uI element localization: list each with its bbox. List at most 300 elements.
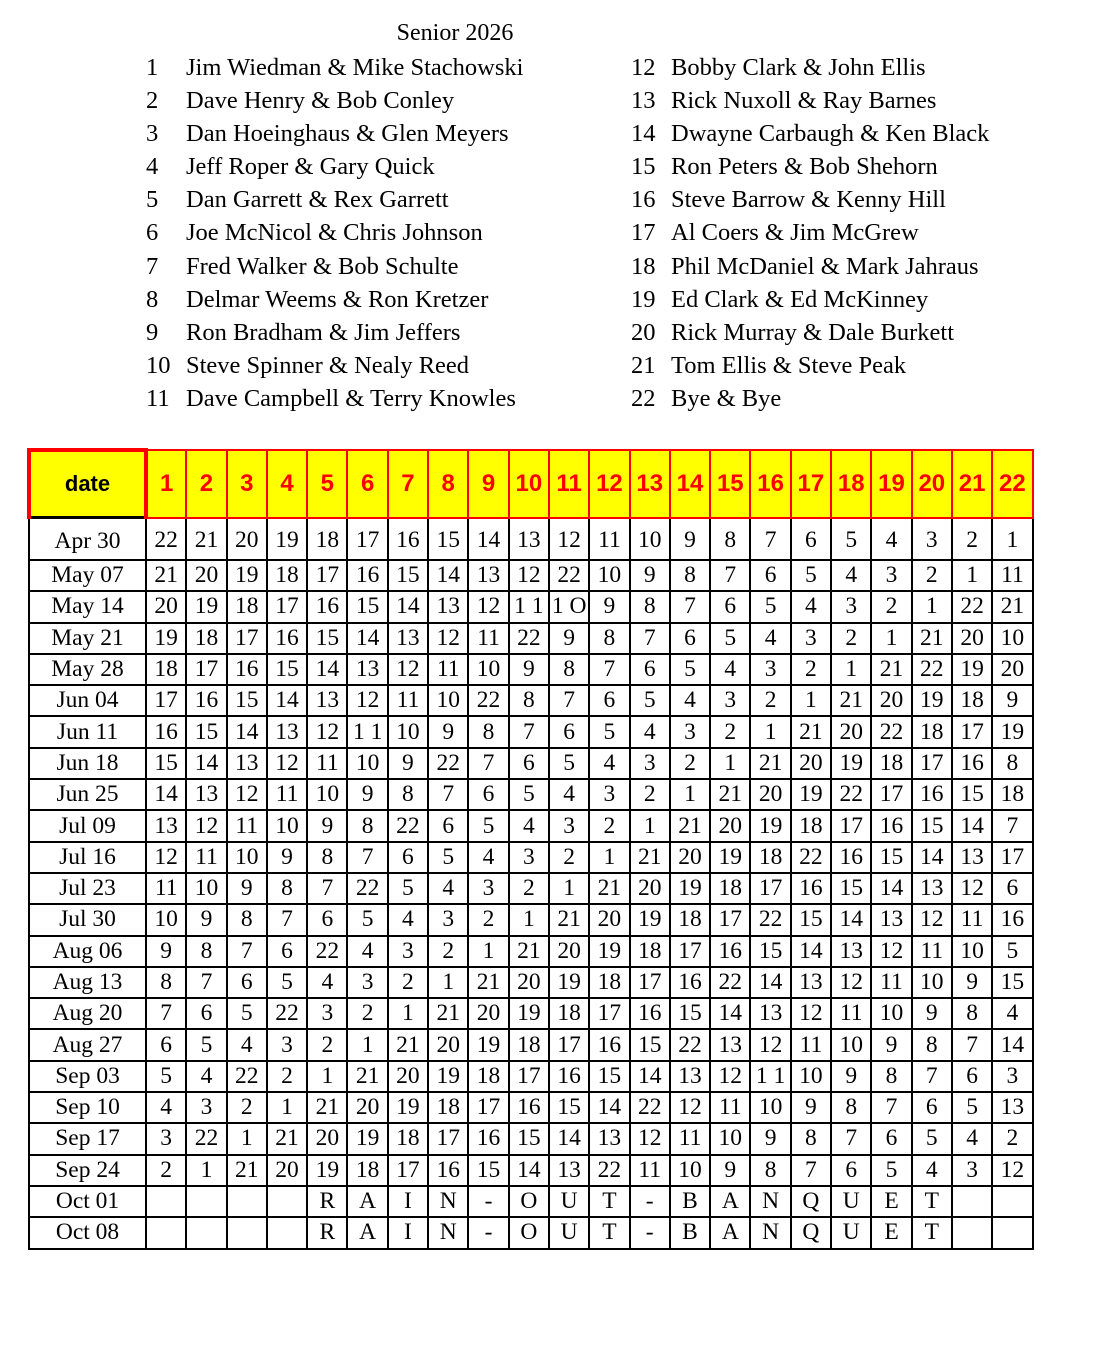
opponent-cell: 3	[509, 842, 549, 873]
opponent-cell: 14	[549, 1123, 589, 1154]
opponent-cell: 22	[630, 1092, 670, 1123]
opponent-cell: 22	[952, 591, 992, 622]
opponent-cell: 18	[589, 967, 629, 998]
opponent-cell: 14	[468, 518, 508, 561]
opponent-cell: 1	[750, 716, 790, 747]
opponent-cell: 11	[952, 904, 992, 935]
opponent-cell: 13	[468, 560, 508, 591]
opponent-cell: 4	[509, 810, 549, 841]
opponent-cell: 17	[992, 842, 1032, 873]
opponent-cell: I	[388, 1186, 428, 1217]
opponent-cell: 6	[912, 1092, 952, 1123]
opponent-cell: 17	[549, 1029, 589, 1060]
schedule-row	[29, 1092, 1033, 1123]
opponent-cell: 1	[468, 936, 508, 967]
team-number: 9	[146, 318, 159, 346]
opponent-cell: 8	[630, 591, 670, 622]
date-cell: Aug 20	[29, 998, 146, 1029]
opponent-cell: 19	[227, 560, 267, 591]
opponent-cell: 2	[589, 810, 629, 841]
team-column-header: 15	[710, 450, 750, 518]
opponent-cell: 10	[630, 518, 670, 561]
opponent-cell: 19	[912, 685, 952, 716]
schedule-row	[29, 779, 1033, 810]
opponent-cell: 1	[912, 591, 952, 622]
date-cell: Jun 18	[29, 748, 146, 779]
opponent-cell: 21	[912, 623, 952, 654]
opponent-cell: 4	[791, 591, 831, 622]
opponent-cell: 10	[831, 1029, 871, 1060]
opponent-cell: 17	[509, 1061, 549, 1092]
opponent-cell: 16	[912, 779, 952, 810]
team-entry	[146, 216, 616, 249]
team-entry	[631, 117, 1091, 150]
opponent-cell: 3	[750, 654, 790, 685]
opponent-cell: 2	[549, 842, 589, 873]
team-column-header: 10	[509, 450, 549, 518]
opponent-cell: 15	[670, 998, 710, 1029]
date-cell: Sep 03	[29, 1061, 146, 1092]
team-column-header: 12	[589, 450, 629, 518]
opponent-cell: 3	[952, 1155, 992, 1186]
schedule-row	[29, 748, 1033, 779]
opponent-cell: 17	[589, 998, 629, 1029]
opponent-cell: 17	[871, 779, 911, 810]
opponent-cell: 20	[549, 936, 589, 967]
opponent-cell: 16	[952, 748, 992, 779]
opponent-cell: 12	[630, 1123, 670, 1154]
opponent-cell: 2	[670, 748, 710, 779]
team-names: Ron Peters & Bob Shehorn	[671, 153, 938, 181]
opponent-cell: 17	[186, 654, 226, 685]
opponent-cell: 11	[468, 623, 508, 654]
opponent-cell: 7	[831, 1123, 871, 1154]
opponent-cell: 13	[428, 591, 468, 622]
team-column-header: 11	[549, 450, 589, 518]
opponent-cell: 2	[227, 1092, 267, 1123]
team-column-header: 4	[267, 450, 307, 518]
opponent-cell: 3	[912, 518, 952, 561]
opponent-cell: U	[549, 1217, 589, 1248]
team-entry	[631, 183, 1091, 216]
opponent-cell: 19	[992, 716, 1032, 747]
opponent-cell: 4	[549, 779, 589, 810]
opponent-cell: 12	[912, 904, 952, 935]
opponent-cell: 16	[388, 518, 428, 561]
opponent-cell: 22	[549, 560, 589, 591]
opponent-cell: 4	[871, 518, 911, 561]
opponent-cell: 19	[831, 748, 871, 779]
opponent-cell: 15	[791, 904, 831, 935]
opponent-cell: 2	[871, 591, 911, 622]
opponent-cell: 18	[549, 998, 589, 1029]
team-number: 5	[146, 186, 159, 214]
opponent-cell: 5	[791, 560, 831, 591]
opponent-cell: 1	[509, 904, 549, 935]
opponent-cell: 3	[388, 936, 428, 967]
opponent-cell	[267, 1217, 307, 1248]
opponent-cell: 7	[952, 1029, 992, 1060]
opponent-cell: 18	[428, 1092, 468, 1123]
opponent-cell: 2	[791, 654, 831, 685]
opponent-cell: 13	[750, 998, 790, 1029]
opponent-cell: 10	[670, 1155, 710, 1186]
opponent-cell: 14	[992, 1029, 1032, 1060]
date-cell: May 07	[29, 560, 146, 591]
opponent-cell: 21	[509, 936, 549, 967]
opponent-cell: 2	[509, 873, 549, 904]
opponent-cell: 18	[750, 842, 790, 873]
opponent-cell: 1	[549, 873, 589, 904]
opponent-cell: 12	[952, 873, 992, 904]
opponent-cell: 12	[992, 1155, 1032, 1186]
opponent-cell: 18	[267, 560, 307, 591]
opponent-cell: 18	[992, 779, 1032, 810]
opponent-cell: 15	[388, 560, 428, 591]
schedule-row	[29, 810, 1033, 841]
opponent-cell: 4	[710, 654, 750, 685]
opponent-cell: 7	[750, 518, 790, 561]
opponent-cell: 18	[952, 685, 992, 716]
team-entry	[146, 51, 616, 84]
opponent-cell: 19	[750, 810, 790, 841]
opponent-cell: 9	[388, 748, 428, 779]
opponent-cell: 1	[589, 842, 629, 873]
opponent-cell: 20	[227, 518, 267, 561]
opponent-cell: 3	[831, 591, 871, 622]
opponent-cell: 1	[630, 810, 670, 841]
opponent-cell: 20	[347, 1092, 387, 1123]
team-entry	[146, 250, 616, 283]
opponent-cell: 10	[912, 967, 952, 998]
opponent-cell: 17	[307, 560, 347, 591]
schedule-table	[27, 448, 1034, 1250]
opponent-cell: 1	[710, 748, 750, 779]
opponent-cell: 8	[307, 842, 347, 873]
opponent-cell: 1	[791, 685, 831, 716]
opponent-cell: 16	[871, 810, 911, 841]
opponent-cell	[227, 1186, 267, 1217]
team-entry	[631, 283, 1091, 316]
opponent-cell: 17	[146, 685, 186, 716]
opponent-cell: 11	[186, 842, 226, 873]
opponent-cell: 9	[227, 873, 267, 904]
opponent-cell: -	[468, 1186, 508, 1217]
opponent-cell: 22	[750, 904, 790, 935]
opponent-cell: 22	[791, 842, 831, 873]
opponent-cell: 18	[388, 1123, 428, 1154]
opponent-cell: 2	[307, 1029, 347, 1060]
opponent-cell: 18	[468, 1061, 508, 1092]
opponent-cell: 1	[186, 1155, 226, 1186]
opponent-cell: 14	[509, 1155, 549, 1186]
opponent-cell: 5	[912, 1123, 952, 1154]
opponent-cell: 21	[750, 748, 790, 779]
opponent-cell: 12	[549, 518, 589, 561]
team-entry	[146, 150, 616, 183]
team-number: 1	[146, 54, 159, 81]
schedule-row	[29, 1217, 1033, 1248]
opponent-cell: 18	[509, 1029, 549, 1060]
opponent-cell: 16	[307, 591, 347, 622]
opponent-cell: 3	[992, 1061, 1032, 1092]
opponent-cell: 6	[509, 748, 549, 779]
opponent-cell: E	[871, 1186, 911, 1217]
opponent-cell: 5	[428, 842, 468, 873]
opponent-cell: 18	[670, 904, 710, 935]
opponent-cell: 9	[952, 967, 992, 998]
opponent-cell: 15	[146, 748, 186, 779]
opponent-cell: 11	[388, 685, 428, 716]
opponent-cell: 12	[468, 591, 508, 622]
opponent-cell: 7	[347, 842, 387, 873]
opponent-cell: 20	[509, 967, 549, 998]
team-column-header: 22	[992, 450, 1032, 518]
team-names: Rick Nuxoll & Ray Barnes	[671, 87, 937, 115]
opponent-cell: 12	[791, 998, 831, 1029]
team-number: 22	[631, 384, 656, 412]
date-cell: May 21	[29, 623, 146, 654]
opponent-cell: 16	[630, 998, 670, 1029]
opponent-cell: 18	[912, 716, 952, 747]
opponent-cell: 12	[670, 1092, 710, 1123]
opponent-cell: 3	[468, 873, 508, 904]
schedule-row	[29, 716, 1033, 747]
team-number: 16	[631, 186, 656, 214]
opponent-cell: 17	[630, 967, 670, 998]
opponent-cell: 9	[509, 654, 549, 685]
opponent-cell: 5	[670, 654, 710, 685]
opponent-cell: 5	[509, 779, 549, 810]
opponent-cell: 8	[912, 1029, 952, 1060]
date-cell: Jul 30	[29, 904, 146, 935]
opponent-cell: 14	[710, 998, 750, 1029]
opponent-cell: 22	[468, 685, 508, 716]
opponent-cell: 7	[186, 967, 226, 998]
opponent-cell	[992, 1217, 1032, 1248]
team-entry	[631, 250, 1091, 283]
opponent-cell: 15	[831, 873, 871, 904]
opponent-cell: 4	[146, 1092, 186, 1123]
opponent-cell: 2	[912, 560, 952, 591]
opponent-cell: 15	[871, 842, 911, 873]
opponent-cell: 22	[186, 1123, 226, 1154]
opponent-cell: 13	[710, 1029, 750, 1060]
opponent-cell: 16	[549, 1061, 589, 1092]
team-entry	[631, 349, 1091, 382]
team-number: 14	[631, 120, 656, 148]
opponent-cell: 11	[267, 779, 307, 810]
opponent-cell	[146, 1186, 186, 1217]
team-names: Al Coers & Jim McGrew	[671, 219, 919, 247]
opponent-cell: 10	[952, 936, 992, 967]
opponent-cell: 19	[468, 1029, 508, 1060]
opponent-cell: 10	[791, 1061, 831, 1092]
opponent-cell: 6	[952, 1061, 992, 1092]
opponent-cell: 2	[388, 967, 428, 998]
opponent-cell: 21	[710, 779, 750, 810]
opponent-cell: 21	[992, 591, 1032, 622]
team-names: Fred Walker & Bob Schulte	[186, 252, 459, 280]
opponent-cell: 7	[549, 685, 589, 716]
schedule-row	[29, 1123, 1033, 1154]
opponent-cell: 14	[428, 560, 468, 591]
opponent-cell: 9	[831, 1061, 871, 1092]
opponent-cell: N	[750, 1186, 790, 1217]
schedule-row	[29, 904, 1033, 935]
opponent-cell: 5	[388, 873, 428, 904]
opponent-cell: 6	[871, 1123, 911, 1154]
opponent-cell: 16	[710, 936, 750, 967]
opponent-cell: 15	[186, 716, 226, 747]
opponent-cell: 8	[791, 1123, 831, 1154]
opponent-cell: 9	[630, 560, 670, 591]
opponent-cell: 8	[227, 904, 267, 935]
opponent-cell: 3	[670, 716, 710, 747]
opponent-cell: 4	[992, 998, 1032, 1029]
opponent-cell: 19	[388, 1092, 428, 1123]
opponent-cell: 1 O	[549, 591, 589, 622]
opponent-cell: 17	[388, 1155, 428, 1186]
opponent-cell: 11	[428, 654, 468, 685]
opponent-cell: 18	[871, 748, 911, 779]
opponent-cell	[952, 1217, 992, 1248]
opponent-cell: 19	[267, 518, 307, 561]
opponent-cell: 7	[710, 560, 750, 591]
team-column-header: 21	[952, 450, 992, 518]
opponent-cell: 12	[428, 623, 468, 654]
team-number: 12	[631, 54, 656, 81]
opponent-cell: 16	[186, 685, 226, 716]
schedule-row	[29, 936, 1033, 967]
opponent-cell: 8	[871, 1061, 911, 1092]
opponent-cell: 2	[146, 1155, 186, 1186]
date-cell: Jun 25	[29, 779, 146, 810]
opponent-cell: 7	[589, 654, 629, 685]
opponent-cell: 6	[630, 654, 670, 685]
opponent-cell: 18	[710, 873, 750, 904]
opponent-cell: T	[912, 1186, 952, 1217]
opponent-cell: 21	[670, 810, 710, 841]
opponent-cell: 12	[388, 654, 428, 685]
opponent-cell: 5	[267, 967, 307, 998]
opponent-cell: 2	[468, 904, 508, 935]
team-number: 10	[146, 351, 171, 379]
team-number: 15	[631, 153, 656, 181]
opponent-cell: 5	[630, 685, 670, 716]
opponent-cell: 1	[428, 967, 468, 998]
opponent-cell: 15	[589, 1061, 629, 1092]
opponent-cell: 7	[468, 748, 508, 779]
team-number: 20	[631, 318, 656, 346]
opponent-cell: 3	[871, 560, 911, 591]
opponent-cell: 11	[589, 518, 629, 561]
opponent-cell: 13	[992, 1092, 1032, 1123]
opponent-cell: 19	[630, 904, 670, 935]
opponent-cell: 9	[670, 518, 710, 561]
opponent-cell: U	[831, 1217, 871, 1248]
opponent-cell: 13	[952, 842, 992, 873]
opponent-cell: 17	[468, 1092, 508, 1123]
opponent-cell: 20	[307, 1123, 347, 1154]
opponent-cell: 22	[267, 998, 307, 1029]
opponent-cell: 1	[267, 1092, 307, 1123]
opponent-cell: 12	[146, 842, 186, 873]
opponent-cell: 6	[549, 716, 589, 747]
opponent-cell: 7	[428, 779, 468, 810]
opponent-cell: 1	[388, 998, 428, 1029]
opponent-cell: 3	[549, 810, 589, 841]
opponent-cell: 5	[468, 810, 508, 841]
opponent-cell: 8	[831, 1092, 871, 1123]
opponent-cell: 14	[267, 685, 307, 716]
team-names: Ed Clark & Ed McKinney	[671, 285, 929, 313]
date-cell: Oct 01	[29, 1186, 146, 1217]
opponent-cell: 5	[589, 716, 629, 747]
opponent-cell: 21	[549, 904, 589, 935]
team-number: 11	[146, 384, 170, 412]
opponent-cell: 16	[227, 654, 267, 685]
opponent-cell: 5	[347, 904, 387, 935]
opponent-cell: 8	[549, 654, 589, 685]
opponent-cell: 1	[831, 654, 871, 685]
opponent-cell: 14	[831, 904, 871, 935]
opponent-cell: 15	[428, 518, 468, 561]
opponent-cell: 9	[710, 1155, 750, 1186]
opponent-cell: 6	[468, 779, 508, 810]
opponent-cell: 20	[186, 560, 226, 591]
opponent-cell: 15	[549, 1092, 589, 1123]
opponent-cell: I	[388, 1217, 428, 1248]
opponent-cell: 22	[227, 1061, 267, 1092]
team-entry	[146, 349, 616, 382]
team-entry	[146, 183, 616, 216]
team-column-header: 17	[791, 450, 831, 518]
team-names: Joe McNicol & Chris Johnson	[186, 219, 483, 247]
opponent-cell: 21	[227, 1155, 267, 1186]
opponent-cell: Q	[791, 1186, 831, 1217]
opponent-cell: 6	[589, 685, 629, 716]
team-column-header: 7	[388, 450, 428, 518]
opponent-cell: 6	[186, 998, 226, 1029]
opponent-cell: 18	[630, 936, 670, 967]
opponent-cell: 8	[589, 623, 629, 654]
opponent-cell: 22	[307, 936, 347, 967]
opponent-cell: 4	[347, 936, 387, 967]
opponent-cell: 3	[347, 967, 387, 998]
opponent-cell: 9	[186, 904, 226, 935]
opponent-cell: 4	[630, 716, 670, 747]
opponent-cell: 2	[267, 1061, 307, 1092]
team-number: 18	[631, 252, 656, 280]
opponent-cell: 8	[146, 967, 186, 998]
team-names: Steve Spinner & Nealy Reed	[186, 351, 470, 379]
date-cell: Sep 10	[29, 1092, 146, 1123]
opponent-cell: 9	[871, 1029, 911, 1060]
opponent-cell: 19	[347, 1123, 387, 1154]
opponent-cell: 8	[388, 779, 428, 810]
opponent-cell: 10	[710, 1123, 750, 1154]
opponent-cell: 1	[347, 1029, 387, 1060]
schedule-row	[29, 560, 1033, 591]
opponent-cell: 14	[347, 623, 387, 654]
opponent-cell: 19	[952, 654, 992, 685]
opponent-cell: 19	[509, 998, 549, 1029]
opponent-cell: 8	[952, 998, 992, 1029]
team-number: 8	[146, 285, 159, 313]
opponent-cell: 1 1	[750, 1061, 790, 1092]
date-cell: Jun 04	[29, 685, 146, 716]
